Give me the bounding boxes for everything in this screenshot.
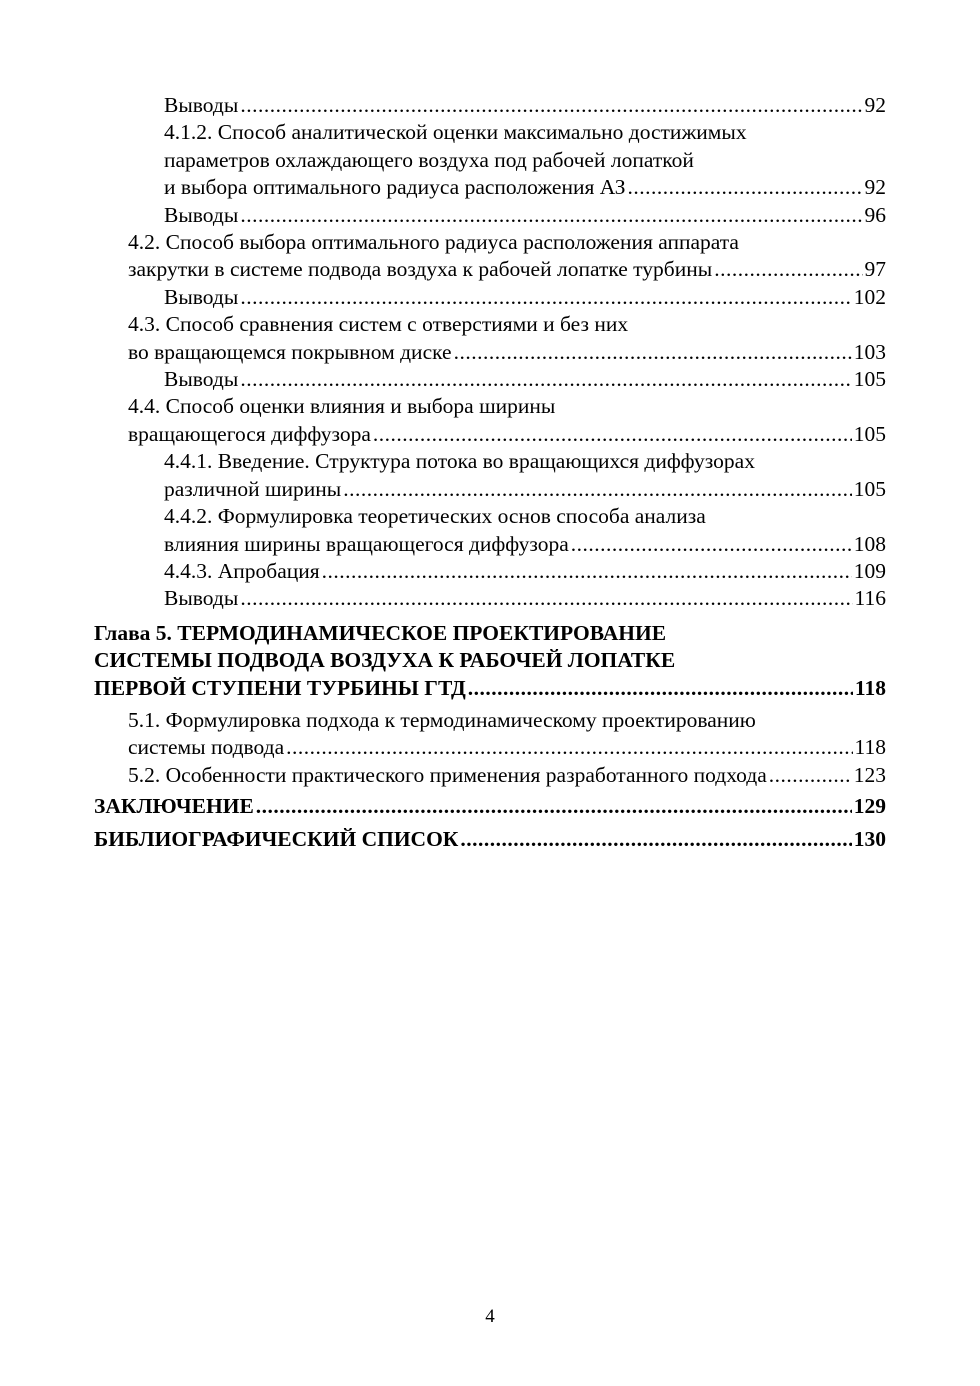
- dot-leader: [468, 675, 853, 702]
- toc-entry-title-line: системы подвода: [128, 735, 285, 760]
- dot-leader: [769, 762, 852, 789]
- toc-section-title: ЗАКЛЮЧЕНИЕ: [94, 794, 254, 819]
- dot-leader: [240, 202, 862, 229]
- dot-leader: [714, 256, 862, 283]
- toc-entry-5-2[interactable]: [94, 762, 886, 789]
- toc-entry-title: Выводы: [164, 202, 239, 227]
- toc-entry-4-2[interactable]: [94, 229, 886, 284]
- toc-entry-title-line: 4.4.2. Формулировка теоретических основ способа анализа: [164, 504, 706, 529]
- toc-page-number: 92: [864, 93, 886, 117]
- toc-entry-title-line: 5.1. Формулировка подхода к термодинамическому проектированию: [128, 707, 756, 732]
- dot-leader: [343, 476, 852, 503]
- toc-entry-title-line: 4.4.1. Введение. Структура потока во вращающихся диффузорах: [164, 449, 755, 474]
- toc-section-title: БИБЛИОГРАФИЧЕСКИЙ СПИСОК: [94, 826, 459, 851]
- dot-leader: [240, 92, 862, 119]
- toc-page-number: 118: [854, 675, 886, 700]
- toc-entry-title-line: и выбора оптимального радиуса расположения АЗ: [164, 175, 626, 200]
- toc-entry-title-line: закрутки в системе подвода воздуха к рабочей лопатке турбины: [128, 257, 713, 282]
- toc-entry-conclusions[interactable]: [94, 92, 886, 119]
- table-of-contents: [94, 92, 886, 853]
- toc-entry-title: Выводы: [164, 367, 239, 392]
- toc-entry-title: Выводы: [164, 284, 239, 309]
- toc-entry-4-4-1[interactable]: [94, 448, 886, 503]
- dot-leader: [286, 734, 852, 761]
- toc-page-number: 118: [854, 735, 886, 760]
- toc-page-number: 123: [853, 762, 886, 787]
- toc-entry-title-line: 4.2. Способ выбора оптимального радиуса расположения аппарата: [128, 230, 739, 255]
- toc-entry-conclusion-section[interactable]: [94, 793, 886, 820]
- toc-page-number: 102: [853, 284, 886, 309]
- toc-page-number: 105: [853, 421, 886, 446]
- toc-entry-title-line: 4.1.2. Способ аналитической оценки максимально достижимых: [164, 120, 747, 145]
- toc-page-number: 130: [853, 826, 886, 851]
- toc-entry-title: 5.2. Особенности практического применения разработанного подхода: [128, 762, 767, 787]
- toc-entry-title-line: влияния ширины вращающегося диффузора: [164, 531, 569, 556]
- toc-entry-title-line: 4.4. Способ оценки влияния и выбора ширины: [128, 394, 556, 419]
- dot-leader: [240, 366, 851, 393]
- toc-page-number: 97: [864, 257, 886, 282]
- dot-leader: [256, 793, 852, 820]
- toc-entry-4-4-3[interactable]: [94, 558, 886, 585]
- toc-page-number: 96: [864, 202, 886, 227]
- dot-leader: [454, 339, 852, 366]
- toc-chapter-title-line: ПЕРВОЙ СТУПЕНИ ТУРБИНЫ ГТД: [94, 675, 466, 700]
- toc-entry-conclusions[interactable]: [94, 202, 886, 229]
- dot-leader: [373, 421, 852, 448]
- toc-entry-conclusions[interactable]: [94, 585, 886, 612]
- dot-leader: [460, 826, 851, 853]
- toc-entry-conclusions[interactable]: [94, 366, 886, 393]
- toc-entry-title-line: 4.3. Способ сравнения систем с отверстиями и без них: [128, 312, 629, 337]
- toc-chapter-title-line: Глава 5. ТЕРМОДИНАМИЧЕСКОЕ ПРОЕКТИРОВАНИЕ: [94, 620, 667, 645]
- toc-chapter-title-line: СИСТЕМЫ ПОДВОДА ВОЗДУХА К РАБОЧЕЙ ЛОПАТКЕ: [94, 648, 676, 673]
- toc-page-number: 108: [853, 531, 886, 556]
- toc-entry-title: Выводы: [164, 93, 239, 117]
- toc-entry-chapter-5[interactable]: [94, 620, 886, 702]
- toc-entry-4-3[interactable]: [94, 311, 886, 366]
- toc-page-number: 103: [853, 339, 886, 364]
- toc-entry-title-line: во вращающемся покрывном диске: [128, 339, 452, 364]
- dot-leader: [240, 284, 851, 311]
- toc-page-number: 129: [853, 794, 886, 819]
- dot-leader: [571, 531, 852, 558]
- toc-page-number: 105: [853, 367, 886, 392]
- toc-entry-conclusions[interactable]: [94, 284, 886, 311]
- toc-page-number: 116: [854, 586, 886, 611]
- toc-entry-5-1[interactable]: [94, 707, 886, 762]
- toc-entry-title-line: параметров охлаждающего воздуха под рабочей лопаткой: [164, 147, 694, 172]
- toc-page-number: 105: [853, 476, 886, 501]
- toc-entry-4-4[interactable]: [94, 393, 886, 448]
- dot-leader: [322, 558, 852, 585]
- page-number: 4: [485, 1306, 495, 1327]
- toc-page-number: 109: [853, 558, 886, 583]
- toc-entry-bibliography[interactable]: [94, 826, 886, 853]
- dot-leader: [240, 585, 852, 612]
- toc-entry-title-line: вращающегося диффузора: [128, 421, 371, 446]
- toc-entry-4-1-2[interactable]: [94, 119, 886, 201]
- dot-leader: [628, 174, 863, 201]
- toc-entry-title: Выводы: [164, 586, 239, 611]
- toc-entry-title-line: различной ширины: [164, 476, 342, 501]
- toc-page-number: 92: [864, 175, 886, 200]
- toc-entry-4-4-2[interactable]: [94, 503, 886, 558]
- toc-entry-title: 4.4.3. Апробация: [164, 558, 320, 583]
